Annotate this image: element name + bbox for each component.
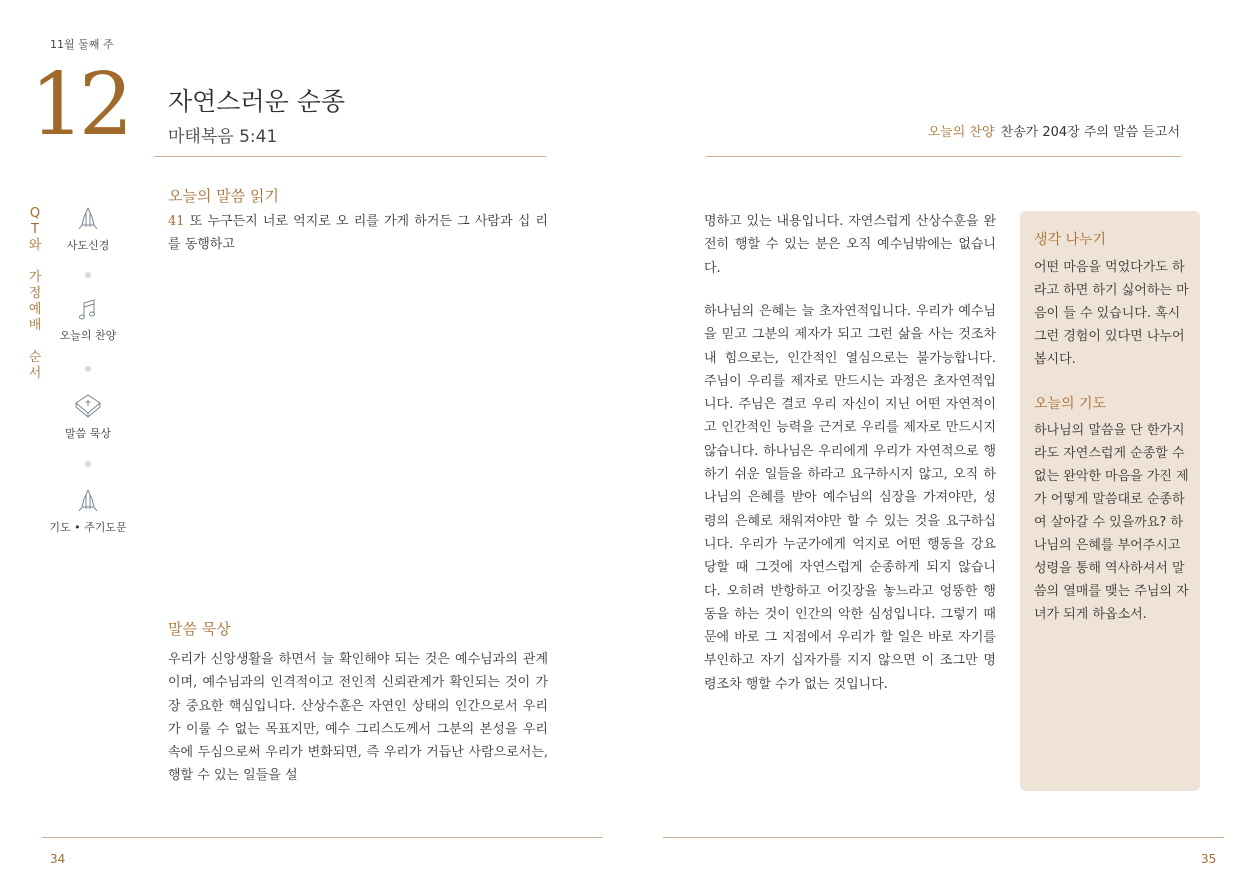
vertical-char: 와 (28, 238, 42, 253)
prayer-text: 하나님의 말씀을 단 한가지라도 자연스럽게 순종할 수 없는 완악한 마음을 가진 제가 어떻게 말씀대로 순종하여 살아갈 수 있을까요? 하나님의 은혜를 부어주시고 성령을 통해 역사하셔서 말씀의 열매를 맺는 주님의 자녀가 되게 하옵소서. (1034, 423, 1189, 622)
praying-hands-icon (73, 487, 103, 515)
reading-heading: 오늘의 말씀 읽기 (168, 187, 279, 205)
verse-body: 또 누구든지 너로 억지로 오 리를 가게 하거든 그 사람과 십 리를 동행하고 (168, 214, 548, 252)
verse-text (168, 210, 548, 256)
week-label: 11월 둘째 주 (50, 38, 114, 51)
meditation-text-right-1: 명하고 있는 내용입니다. 자연스럽게 산상수훈을 완전히 행할 수 있는 분은 오직 예수님밖에는 없습니다. (704, 214, 996, 276)
hymn-info (928, 121, 1180, 140)
vertical-char: 가 (28, 270, 42, 285)
prayer-heading: 오늘의 기도 (1034, 396, 1107, 412)
sidebar-item-hymn[interactable] (38, 297, 138, 343)
praying-hands-icon (73, 205, 103, 233)
vertical-char: 순 (28, 350, 42, 365)
page-title: 자연스러운 순종 (168, 87, 345, 116)
vertical-char: 예 (28, 302, 42, 317)
day-number: 12 (30, 55, 128, 155)
scripture-reference: 마태복음 5:41 (168, 127, 278, 147)
sidebar-item-creed[interactable] (38, 205, 138, 253)
sidebar-item-label: 기도 • 주기도문 (49, 521, 127, 534)
meditation-text-left: 우리가 신앙생활을 하면서 늘 확인해야 되는 것은 예수님과의 관계이며, 예수님과의 인격적이고 전인적 신뢰관계가 확인되는 것이 가장 중요한 핵심입니다. 산상수훈은 자연인 상태의 인간으로서 우리가 이룰 수 없는 목표지만, 예수 그리스도께서 그분의 본성을 우리 속에 두심으로써 우리가 변화되면, 즉 우리가 거듭난 사람으로서는, 행할 수 있는 일들을 설 (168, 652, 548, 784)
hymn-text: 찬송가 204장 주의 말씀 듣고서 (1000, 125, 1180, 140)
page-number-left: 34 (50, 852, 66, 866)
meditation-text-right-2: 하나님의 은혜는 늘 초자연적입니다. 우리가 예수님을 믿고 그분의 제자가 되고 그런 삶을 사는 것조차 내 힘으로는, 인간적인 열심으로는 불가능합니다. 주님이 우리를 제자로 만드시는 과정은 초자연적입니다. 주님은 결코 우리 자신이 지닌 어떤 자연적이고 인간적인 능력을 근거로 우리를 제자로 만드시지 않습니다. 하나님은 우리에게 우리가 자연적으로 행하기 쉬운 일들을 하라고 요구하시지 않고, 오직 하나님의 은혜를 받아 예수님의 심장을 가져야만, 성령의 은혜로 채워져야만 할 수 있는 것을 요구하십니다. 우리가 누군가에게 억지로 어떤 행동을 강요당할 때 그것에 자연스럽게 순종하게 되지 않습니다. 오히려 반항하고 어깃장을 놓느라고 엉뚱한 행동을 하는 것이 인간의 악한 심성입니다. 그렇기 때문에 바로 그 지점에서 우리가 할 일은 바로 자기를 부인하고 자기 십자가를 지지 않으면 이 조그만 명령조차 행할 수가 없는 것입니다. (704, 304, 996, 692)
sidebar-item-label: 말씀 묵상 (64, 427, 111, 440)
sidebar-dot (85, 461, 91, 467)
music-note-icon (73, 297, 103, 323)
sidebar-item-meditation[interactable] (38, 391, 138, 441)
sidebar-dot (85, 272, 91, 278)
vertical-char: 서 (28, 366, 42, 381)
vertical-char: T (31, 222, 39, 237)
footer-divider-right (663, 837, 1224, 838)
hymn-label: 오늘의 찬양 (927, 125, 995, 140)
vertical-char: Q (29, 206, 41, 221)
verse-number: 41 (168, 214, 185, 229)
sidebar-dot (85, 366, 91, 372)
share-text: 어떤 마음을 먹었다가도 하라고 하면 하기 싫어하는 마음이 들 수 있습니다. 혹시 그런 경험이 있다면 나누어 봅시다. (1034, 260, 1189, 367)
sidebar-item-label: 오늘의 찬양 (59, 329, 117, 342)
vertical-char: 배 (28, 318, 42, 333)
bible-icon (72, 391, 104, 421)
footer-divider-left (42, 837, 603, 838)
vertical-char: 정 (28, 286, 42, 301)
vertical-gap (28, 254, 42, 270)
sidebar-item-label: 사도신경 (66, 239, 110, 252)
share-heading: 생각 나누기 (1034, 232, 1107, 248)
title-divider (154, 156, 546, 157)
meditation-heading: 말씀 묵상 (168, 620, 231, 638)
hymn-divider (706, 156, 1181, 157)
sidebar-item-prayer[interactable] (38, 487, 138, 535)
page-number-right: 35 (1201, 852, 1217, 866)
